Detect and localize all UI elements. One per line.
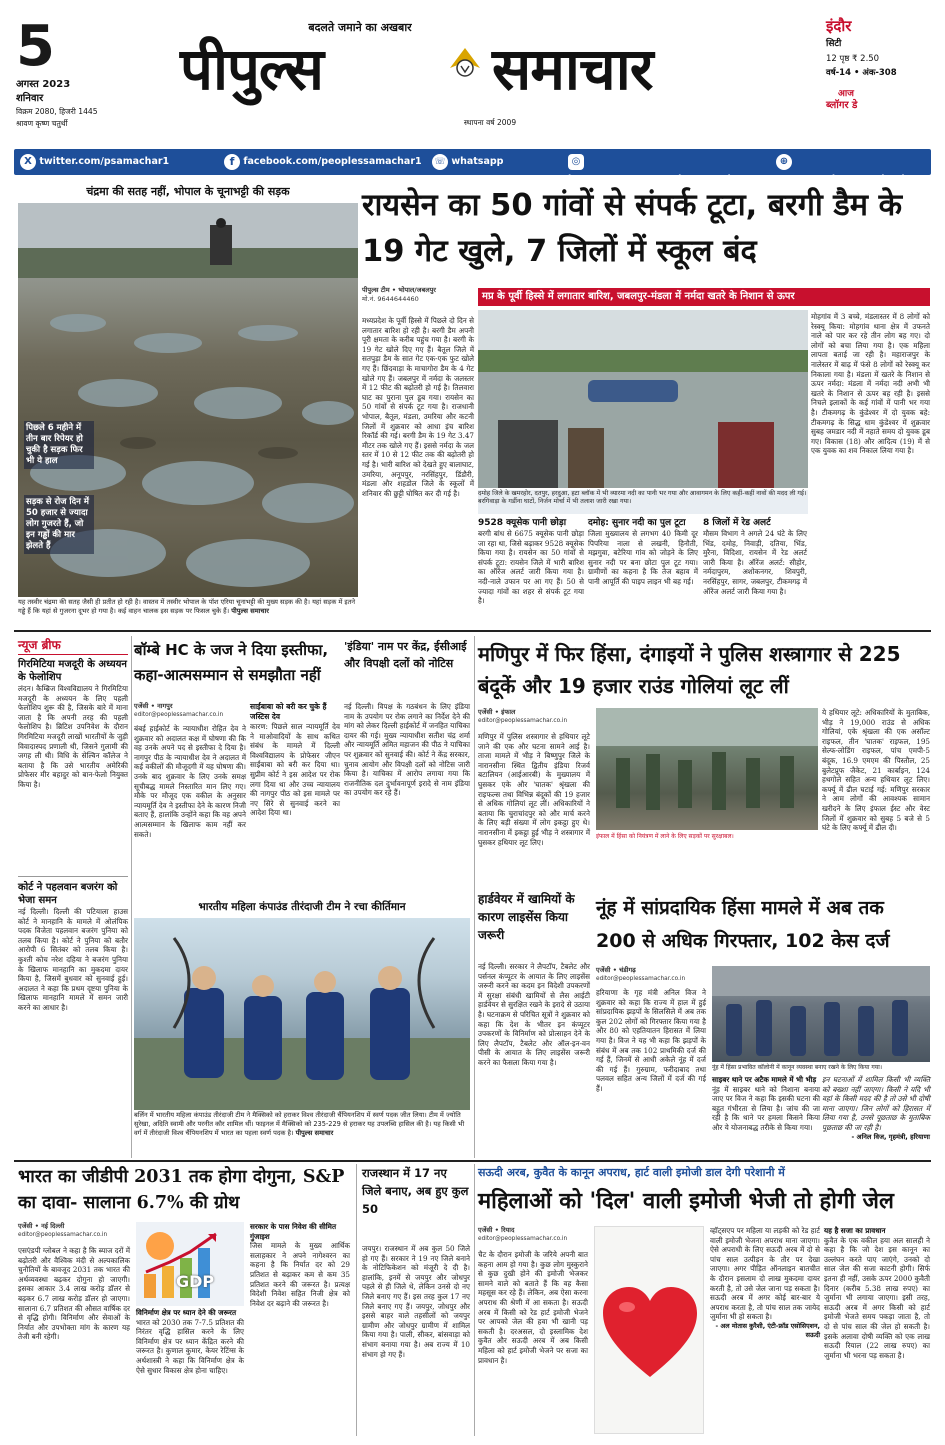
date-number: 5 [16, 14, 55, 79]
rajasthan-body: जयपुर। राजस्थान में अब कुल 50 जिले हो गए हैं। सरकार ने 19 नए जिले बनाने के नोटिफिकेशन को मंजूरी दे दी है। हालांकि, इनमें से जयपुर और जोधपुर पहले से ही जिले थे, लेकिन उनसे दो नए जिले बनाए गए हैं। इस तरह कुल 17 नए जिले बनाए गए हैं। जयपुर, जोधपुर और इससे बाहर वाले तहसीलों को जयपुर ग्रामीण और जोधपुर ग्रामीण में शामिल किया गया है। पाली, सीकर, बांसवाड़ा को संभाग बनाया गया है। अब राज्य में 10 संभाग हो गए हैं। [362, 1244, 470, 1359]
lead-sub3-body: मौसम विभाग ने अगले 24 घंटे के लिए भिंड, दमोह, निवाड़ी, दतिया, भिंड, मुरैना, विदिशा, रायसेन में रेड अलर्ट जारी किया है। ऑरेंज अलर्ट: सीहोर, नर्मदापुरम, अशोकनगर, शिवपुरी, नरसिंहपुर, सागर, जबलपुर, टीकमगढ़ में ऑरेंज अलर्ट जारी किया गया है। [703, 529, 807, 596]
bombay-col2-body: कारण: पिछले साल न्यायमूर्ति देव ने माओवादियों के साथ कथित संबंध के मामले में दिल्ली विश्वविद्यालय के प्रोफेसर जीएन साईंबाबा को बरी कर दिया था। सुप्रीम कोर्ट ने इस आदेश पर रोक लगा दिया था और उच्च न्यायालय की नागपुर पीठ को इस मामले पर नए सिरे से सुनवाई करने का आदेश दिया था। [250, 722, 340, 818]
gdp-byline [18, 1222, 130, 1244]
manipur-body: मणिपुर में पुलिस शस्त्रागार से हथियार लूटे जाने की एक और घटना सामने आई है। ताजा मामले में भीड़ ने बिष्णुपुर जिले के नारानसीना स्थित द्वितीय इंडिया रिजर्व बटालियन (आईआरबी) के मुख्यालय में घुसकर एके और 'घातक' श्रृंखला की राइफल्स तथा विभिन्न बंदूकों की 19 हजार से अधिक गोलियां लूट लीं। अधिकारियों ने बताया कि चुराचांदपुर को और मार्च करने के लिए बड़ी संख्या में लोग इकट्ठा हुए थे। नारानसीना में इकट्ठा हुई भीड़ ने शस्त्रागार में घुसकर हथियार लूट लिए। [478, 732, 590, 847]
lead-sub1-body: बरगी बांध से 6675 क्यूसेक पानी छोड़ा जा रहा था, जिसे बढ़ाकर 9528 क्यूसेक किया गया है। रायसेन का 50 गांवों से संपर्क टूटा: रायसेन जिले में भारी बारिश का ऑरेंज अलर्ट जारी किया गया है। नदी-नाले उफान पर आ गए हैं। 50 से ज्यादा गांवों का शहर से संपर्क टूट गया है। [478, 529, 584, 606]
lead-sub1-title: 9528 क्यूसेक पानी छोड़ा [478, 518, 567, 528]
saudi-email: editor@peoplessamachar.co.in [478, 1236, 568, 1242]
saudi-col3 [824, 1226, 930, 1434]
lead-byline-text: पीपुल्स टीम • भोपाल/जबलपुर [362, 286, 436, 294]
news-brief [18, 636, 128, 1156]
nuh-photo-caption: नूंह में हिंसा प्रभावित कॉलोनी में कानून व्यवस्था बनाए रखने के लिए किया गया। [712, 1064, 883, 1071]
website-url: www.peoplessamachar.in [776, 174, 912, 185]
hardware-body: नई दिल्ली। सरकार ने लैपटॉप, टैबलेट और पर्सनल कंप्यूटर के आयात के लिए लाइसेंस जरूरी करने का कदम इन विदेशी उपकरणों में सुरक्षा संबंधी खामियों से लैस आईटी हार्डवेयर से सुरक्षित रखने के इरादे से उठाया है। घटनाक्रम से परिचित सूत्रों ने शुक्रवार को कहा कि देश के भीतर इन कंप्यूटर उपकरणों के विनिर्माण को प्रोत्साहन देने के लिए लैपटॉप, टैबलेट और ऑल-इन-वन पीसी के आयात के लिए लाइसेंस जरूरी करने का फैसला किया गया है। [478, 962, 590, 1067]
gdp-sub2 [250, 1222, 350, 1434]
founded: स्थापना वर्ष 2009 [463, 118, 517, 127]
nuh-headline: नूंह में सांप्रदायिक हिंसा मामले में अब तक 200 से अधिक गिरफ्तार, 102 केस दर्ज [596, 897, 890, 952]
lead-body: मध्यप्रदेश के पूर्वी हिस्से में पिछले दो दिन से लगातार बारिश हो रही है। बरगी डैम अपनी पूरी क्षमता के करीब पहुंच गया है। बरगी के 19 गेट खोले दिए गए हैं। बैतूल जिले में सतपुड़ा डैम के सात गेट एक-एक फुट खोले गए हैं। छिंदवाड़ा के माचागोरा डैम के 4 गेट खोले गए हैं। जबलपुर में नर्मदा के जलस्तर में 12 फीट की बढ़ोतरी हो गई है। तिलवारा घाट का पुराना पुल डूब गया। रायसेन का 50 गांवों से संपर्क टूट गया है। राजधानी भोपाल, बैतूल, मंडला, उमरिया और कटनी जिलों में शुक्रवार को आधा इंच बारिश रिकॉर्ड की गई। बरगी डैम के 19 गेट 3.47 मीटर तक खोले गए हैं। इससे नर्मदा के जल स्तर में 10 से 12 फीट तक की बढ़ोतरी हो गई है। भारी बारिश को देखते हुए बालाघाट, उमरिया, अनूपपुर, नरसिंहपुर, डिंडौरी, मंडला और शहडोल जिले के स्कूलों में शनिवार की छुट्टी घोषित कर दी गई है। [362, 316, 474, 498]
nuh-sub-body: नूंह में साइबर थाने को निशाना बनाया जाए पर विज ने कहा कि इसकी घटना की बहुत गंभीरता से लिया है। जांच की जा रही है कि थाने पर हमला किसने किया और ये योजनाबद्ध तरीके से किया गया। [712, 1084, 820, 1132]
bombay-col2-title: साईंबाबा को बरी कर चुके हैं जस्टिस देव [250, 702, 327, 721]
city: इंदौर [826, 17, 852, 35]
samvat: विक्रम 2080, हिजरी 1445 [16, 107, 98, 116]
instagram-handle: instagram.com/peoplessamachar1 [568, 174, 752, 185]
manipur-photo [596, 708, 818, 830]
gdp-sub1 [136, 1308, 244, 1434]
archery-caption [134, 1111, 470, 1157]
volume: वर्ष-14 • अंक-308 [826, 68, 897, 78]
road-photo-caption-text: यह तस्वीर चंद्रमा की सतह जैसी ही प्रतीत हो रही है। वास्तव में तस्वीर भोपाल के पॉश एरिया चूनाभट्टी की मुख्य सड़क की है। यहां सड़क में इतने गड्ढे हैं कि यहां से गुजरना दूभर हो गया है। कई वाहन चालक इस सड़क पर फिसल चुके हैं। [18, 598, 356, 615]
manipur-headline: मणिपुर में फिर हिंसा, दंगाइयों ने पुलिस शस्त्रागार से 225 बंदूकें और 19 हजार राउंड गोलियां लूट लीं [478, 642, 901, 698]
brief2-title: कोर्ट ने पहलवान बजरंग को भेजा समन [18, 876, 128, 907]
facebook-handle: facebook.com/peoplessamachar1 [243, 156, 422, 167]
road-photo-overlay-2: सड़क से रोज दिन में 50 हजार से ज्यादा लोग गुजरते हैं, जो इन गड्ढों की मार झेलते हैं [24, 495, 94, 554]
instagram-icon: ◎ [568, 154, 584, 170]
gdp-image [136, 1222, 244, 1306]
manipur-email: editor@peoplessamachar.co.in [478, 718, 568, 724]
lead-right-column: मोहगांव में 3 बच्चे, मंडलास्तर में 8 लोगों को रेस्क्यू किया: मोहगांव थाना क्षेत्र में उफनते नाले को पार कर रहे तीन लोग बह गए। दो लोगों को बचा लिया गया है। एक महिला लापता बताई जा रही है। महाराजपुर के नालेस्तर में बाढ़ में फंसे 8 लोगों को रेस्क्यू कर निकाला गया है। मंडला में खतरे के निशान से ऊपर नर्मदा: मंडला में नर्मदा नदी अभी भी खतरे के निशान से ऊपर बह रही है। इससे निचले इलाकों के कई गांवों में पानी भर गया है। टीकमगढ़ के कुंडेश्वर में दो युवक बहे: टीकमगढ़ के सिद्ध धाम कुंडेश्वर में शुक्रवार सुबह जमडार नदी में नहाते समय दो युवक डूब गए। विकास (18) और आदित्य (19) में से एक युवक का शव निकाल लिया गया है। [811, 312, 930, 456]
social-website[interactable] [776, 153, 928, 185]
logo-emblem [442, 42, 488, 88]
manipur-illustration [596, 708, 818, 830]
nuh-quote [822, 1075, 930, 1157]
today-day: ब्लॉगर डे [826, 100, 858, 111]
bombay-byline-text: एजेंसी • नागपुर [134, 702, 173, 710]
whatsapp-icon: ☏ [432, 154, 448, 170]
weekday: शनिवार [16, 93, 44, 104]
news-brief-label: न्यूज ब्रीफ [18, 636, 128, 655]
nuh-email: editor@peoplessamachar.co.in [596, 976, 686, 982]
masthead [0, 0, 945, 148]
hardware-headline: हार्डवेयर में खामियों के कारण लाइसेंस किया जरूरी [478, 892, 575, 942]
lead-byline [362, 286, 472, 314]
manipur-side-body: ये हथियार लूटे: अधिकारियों के मुताबिक, भीड़ ने 19,000 राउंड से अधिक गोलियां, एके श्रृंखला की एक असॉल्ट राइफल, तीन 'घातक' राइफल, 195 सेल्फ-लोडिंग राइफल, पांच एमपी-5 बंदूक, 16.9 एमएम की पिस्तौल, 25 बुलेटप्रूफ जैकेट, 21 कार्बाइन, 124 हथगोले सहित अन्य हथियार लूट लिए। कर्फ्यू में ढील घटाई गई: मणिपुर सरकार ने आम लोगों की आवश्यक सामान खरीदने के लिए इंफाल ईस्ट और वेस्ट जिलों में शुक्रवार को सुबह 5 बजे से 5 घंटे के लिए कर्फ्यू में ढील दी। [822, 708, 930, 833]
facebook-icon: f [224, 154, 240, 170]
edition-box [826, 16, 936, 142]
road-photo-credit: पीपुल्स समाचार [231, 606, 269, 615]
divider-bottom [14, 1160, 931, 1162]
nuh-photo [712, 966, 930, 1062]
manipur-photo-caption: इंफाल में हिंसा को नियंत्रण में लाने के लिए सड़कों पर सुरक्षाबल। [596, 833, 734, 840]
india-body: नई दिल्ली। विपक्ष के गठबंधन के लिए इंडिया नाम के उपयोग पर रोक लगाने का निर्देश देने की मांग को लेकर दिल्ली हाईकोर्ट में जनहित याचिका दायर की गई। मुख्य न्यायाधीश सतीश चंद्र शर्मा और न्यायमूर्ति अमित महाजन की पीठ ने याचिका पर शुक्रवार को सुनवाई की। कोर्ट ने केंद्र सरकार, चुनाव आयोग और विपक्षी दलों को नोटिस जारी किया है। याचिका में आरोप लगाया गया कि राजनीतिक दल दुर्भावनापूर्ण इरादे से नाम इंडिया का उपयोग कर रहे हैं। [344, 702, 471, 798]
bombay-email: editor@peoplessamachar.co.in [134, 712, 224, 718]
saudi-col2-body: व्हॉट्सएप पर महिला या लड़की को रेड हार्ट वाली इमोजी भेजना अपराध माना जाएगा। ऐसे अपराधी के लिए सऊदी अरब में दो से पांच साल उत्पीड़न के तौर पर देखा जाएगा। अगर पीड़ित ऑनलाइन बातचीत के दौरान इसलाम दो लाख मुकदमा दायर करती है, तो उसे जेल जाना पड़ सकता है। सऊदी अरब में अगर कोई बार-बार ये अपराध करता है, तो पांच साल तक जायेद जुर्माना भी हो सकता है। [710, 1226, 820, 1322]
saudi-col2-credit: - अल मोतास कुरैशी, एंटी-फ्रॉड एसोसिएशन, सऊदी [715, 1321, 820, 1339]
bombay-headline: बॉम्बे HC के जज ने दिया इस्तीफा, कहा-आत्मसम्मान से समझौता नहीं [134, 641, 329, 684]
road-photo-overlay-1: पिछले 6 महीने में तीन बार रिपेयर हो चुकी है सड़क फिर भी ये हाल [24, 421, 94, 469]
manipur-byline-text: एजेंसी • इंफाल [478, 708, 516, 716]
flood-photo-caption: दमोह जिले के खमरहोर, दतपुर, हरदुआ, हटा ब्लॉक में भी व्यारमा नदी का पानी भर गया और आवागमन के लिए कहीं-कहीं नावों की मदद ली गई। बरगिवाड़ा के गर्डीना घाटों, निर्जन मोर्चा में भी तलाश जारी रखा गया। [478, 490, 808, 514]
road-photo-caption [18, 598, 358, 622]
bombay-body: बंबई हाईकोर्ट के न्यायाधीश रोहित देव ने शुक्रवार को अदालत कक्ष में घोषणा की कि वह उनके अपने पद से इस्तीफा दे दिया है। नागपुर पीठ के न्यायाधीश देव ने अदालत में कई वकीलों की मौजूदगी में यह घोषणा की। उनके बाद शुक्रवार के लिए उनके समक्ष सूचीबद्ध मामले निस्तारित मान लिए गए। मौके पर मौजूद एक वकील के अनुसार न्यायमूर्ति देव ने इस्तीफा देने के कारण निजी बताए हैं, हालांकि उन्होंने कहा कि वह अपने आत्मसम्मान के खिलाफ काम नहीं कर सकते। [134, 724, 246, 839]
nuh-quote-by: - अनिल विज, गृहमंत्री, हरियाणा [851, 1132, 930, 1141]
nuh-body: हरियाणा के गृह मंत्री अनिल विज ने शुक्रवार को कहा कि राज्य में हाल में हुई सांप्रदायिक झड़पों के सिलसिले में अब तक कुल 202 लोगों को गिरफ्तार किया गया है और 80 को एहतियातन हिरासत में लिया गया है। विज ने यह भी कहा कि झड़पों के संबंध में अब तक 102 प्राथमिकी दर्ज की गई हैं, जिनमें से आधी अकेले नूंह में दर्ज की गई हैं। गुरुग्राम, फरीदाबाद तथा पलवल सहित अन्य जिलों में दर्ज की गई हैं। [596, 988, 706, 1093]
nuh-byline [596, 966, 706, 988]
brief2-body: नई दिल्ली। दिल्ली की पटियाला हाउस कोर्ट ने मानहानि के मामले में ओलंपिक पदक विजेता पहलवान बजरंग पुनिया को तलब किया है। कोर्ट ने पुनिया को बतौर आरोपी 6 सितंबर को तलब किया है। कुश्ती कोच नरेश दहिया ने बजरंग पुनिया के खिलाफ मानहानि का मुकदमा दायर किया है, जिसमें बुधवार को सुनवाई हुई। अदालत ने कहा कि प्रथम दृष्टया पुनिया के खिलाफ मानहानि मामले में समन जारी करने का आधार है। [18, 907, 128, 1012]
tithi: श्रावण कृष्ण चतुर्थी [16, 119, 68, 128]
nuh-sub [712, 1075, 820, 1157]
bombay-byline [134, 702, 246, 722]
social-whatsapp[interactable] [432, 153, 562, 186]
brief1-title: गिरमिटिया मजदूरी के अध्ययन के फेलोशिप [18, 659, 127, 683]
vrule-4 [356, 1164, 357, 1436]
gdp-sub1-title: विनिर्माण क्षेत्र पर ध्यान देने की जरूरत [136, 1308, 237, 1317]
social-facebook[interactable] [224, 153, 424, 171]
edition: सिटी [826, 39, 842, 49]
title-right: समाचार [492, 35, 653, 103]
nuh-byline-text: एजेंसी • चंडीगढ़ [596, 966, 636, 974]
lead-sub1 [478, 517, 584, 625]
rajasthan-headline: राजस्थान में 17 नए जिले बनाए, अब हुए कुल 50 [362, 1166, 469, 1216]
saudi-kicker: सऊदी अरब, कुवैत के कानून अपराध, हार्ट वाली इमोजी डाल देगी परेशानी में [478, 1166, 785, 1179]
manipur-byline [478, 708, 590, 730]
saudi-byline [478, 1226, 588, 1248]
nuh-illustration [712, 966, 930, 1062]
archery-illustration [134, 918, 470, 1110]
brief1-body: लंदन। कैम्ब्रिज विश्वविद्यालय ने गिरमिटिया मजदूरी के अध्ययन के लिए पहली फेलोशिप शुरू की है, जिसके बारे में माना जाता है कि अपनी तरह की पहली फेलोशिप है। ब्रिटिश उपनिवेश के दौरान गिरमिटिया मजदूरी लाखों भारतीयों के जुड़ी विवादास्पद प्रणाली थी, जिसने गुलामी की जगह ली थी। विधि के सेल्विन कॉलेज ने बताया है कि उसे भारतीय अमेरिकी प्रोफेसर मीर बहादुर को बान-फेलो नियुक्त किया है। [18, 684, 128, 789]
gdp-image-label: GDP [176, 1272, 215, 1291]
road-photo-title: चंद्रमा की सतह नहीं, भोपाल के चूनाभट्टी की सड़क [86, 185, 290, 198]
social-instagram[interactable] [568, 153, 768, 185]
nuh-sub-title: साइबर थाने पर अटैक मामले में भी भीड़ [712, 1075, 817, 1084]
twitter-icon: X [20, 154, 36, 170]
archery-credit: पीपुल्स समाचार [295, 1128, 334, 1137]
archery-photo [134, 918, 470, 1110]
gdp-sub2-body: जिस मामले के मुख्य आर्थिक सलाहकार ने अपने नागेश्वरन का कहना है कि निर्यात दर को 29 प्रतिशत से बढ़ाकर कम से कम 35 प्रतिशत करने की जरूरत है। प्रत्यक्ष विदेशी निवेश सहित निजी क्षेत्र को निवेश दर बढ़ाने की जरूरत है। [250, 1241, 350, 1308]
lead-sub2 [588, 517, 698, 625]
vrule-3 [474, 1164, 475, 1436]
social-twitter[interactable] [20, 153, 200, 171]
saudi-col2 [710, 1226, 820, 1434]
archery-caption-text: बर्लिन में भारतीय महिला कंपाउंड तीरंदाजी टीम ने मैक्सिको को हराकर विश्व तीरंदाजी चैंपियनशिप में स्वर्ण पदक जीत लिया। टीम में ज्योति सुरेखा, अदिति स्वामी और परनीत कौर शामिल थीं। फाइनल में मैक्सिको को 235-229 से हराकर यह उपलब्धि हासिल की है। यह किसी भी वर्ग में तीरंदाजी विश्व चैंपियनशिप में भारत का पहला स्वर्ण पदक है। [134, 1111, 465, 1137]
saudi-body: चैट के दौरान इमोजी के जरिये अपनी बात कहना आम हो गया है। कुछ लोग मुस्कुराने से कुछ दुखी होने की इमोजी भेजकर सामने वाले को बताते हैं कि वह कैसा महसूस कर रहे हैं। लेकिन, अब ऐसा करना अपराध की श्रेणी में आ सकता है। सऊदी अरब में किसी को रेड हार्ट इमोजी भेजने पर आपको जेल की हवा भी खानी पड़ सकती है। दरअसल, दो इस्लामिक देश कुवैत और सऊदी अरब में अब किसी महिला को हार्ट इमोजी भेजने पर सजा का प्रावधान है। [478, 1250, 588, 1365]
lead-sub3-title: 8 जिलों में रेड अलर्ट [703, 518, 771, 528]
gdp-body: एसएंडपी ग्लोबल ने कहा है कि ब्याज दरों में बढ़ोतरी और वैश्विक मंदी से अल्पकालिक चुनौतियों के बावजूद 2031 तक भारत की अर्थव्यवस्था बढ़कर दोगुना हो जाएगी। इसका आकार 3.4 लाख करोड़ डॉलर से बढ़कर 6.7 लाख करोड़ डॉलर हो जाएगा। सालाना 6.7 प्रतिशत की औसत वार्षिक दर से वृद्धि होगी। विनिर्माण और सेवाओं के निर्यात और उपभोक्ता मांग के कारण यह तेजी बनी रहेगी। [18, 1246, 130, 1342]
gdp-chart-illustration [136, 1222, 244, 1306]
saudi-byline-text: एजेंसी • रियाद [478, 1226, 515, 1234]
saudi-col3-body: कुवैत के एक वकील हया अल सालही ने कहा है कि जो देश इस कानून का उल्लंघन करते पाए जाएंगे, उनको दो साल जेल की सजा काटनी होगी। सिर्फ इतना ही नहीं, उसके ऊपर 2000 कुवैती दिनार (करीब 5.38 लाख रुपए) का जुर्माना भी लगाया जाएगा। इसी तरह, सऊदी अरब में अगर किसी को हार्ट इमोजी भेजते समय पकड़ा जाता है, तो दो से पांच साल की जेल हो सकती है। इसके अलावा दोषी व्यक्ति को एक लाख सऊदी रियाल (22 लाख रुपए) का जुर्माना भी भरना पड़ सकता है। [824, 1235, 930, 1360]
divider-top [14, 630, 931, 632]
pages-price: 12 पृष्ठ ₹ 2.50 [826, 54, 880, 64]
today-label: आज [838, 89, 854, 99]
lead-sub3 [703, 517, 807, 625]
flood-photo [478, 310, 808, 488]
saudi-col3-title: यह है सजा का प्रावधान [824, 1226, 886, 1235]
archery-title: भारतीय महिला कंपाउंड तीरंदाजी टीम ने रचा कीर्तिमान [198, 901, 406, 913]
social-bar [14, 149, 931, 186]
tagline: बदलते जमाने का अखबार [308, 21, 412, 34]
vrule-1 [131, 636, 132, 1158]
red-heart-icon [595, 1227, 705, 1435]
nuh-quote-text: इन घटनाओं में शामिल किसी भी व्यक्ति को बख्शा नहीं जाएगा। किसी ने यदि भी वहां के किसी मदद की है तो उसे भी दोषी माना जाएगा। जिन लोगों को हिरासत में लिया गया है, उनसे पूछताछ के मुताबिक पूछताछ की जा रही है। [822, 1075, 930, 1132]
lead-headline: रायसेन का 50 गांवों से संपर्क टूटा, बरगी डैम के 19 गेट खुले, 7 जिलों में स्कूल बंद [362, 188, 903, 269]
gdp-headline: भारत का जीडीपी 2031 तक होगा दोगुना, S&P का दावा- सालाना 6.7% की ग्रोथ [18, 1167, 345, 1213]
gdp-byline-text: एजेंसी • नई दिल्ली [18, 1222, 65, 1230]
flood-illustration [478, 310, 808, 488]
road-photo [18, 203, 358, 597]
twitter-handle: twitter.com/psamachar1 [39, 156, 170, 167]
lead-sub2-title: दमोह: सुनार नदी का पुल टूटा [588, 518, 686, 528]
gdp-sub1-body: भारत को 2030 तक 7-7.5 प्रतिशत की निरंतर वृद्धि हासिल करने के लिए विनिर्माण क्षेत्र पर ध्यान केंद्रित करने की जरूरत है। कुणाल कुमार, केयर रेटिंग्स के अर्थशास्त्री ने कहा कि विनिर्माण क्षेत्र के ऐसे सुधार विकास क्षेत्र होना चाहिए। [136, 1317, 244, 1375]
month-year: अगस्त 2023 [16, 79, 71, 90]
heart-image [594, 1226, 704, 1434]
lead-sub2-body: जिला मुख्यालय से लगभग 40 किमी दूर पिपरिया नाला से लखनी, हिनौती, मझगुवा, बटेरिया गांव को जोड़ने के लिए सुनार नदी पर बना छोटा पुल टूट गया। ग्रामीणों का कहना है कि तेज बहाव में पानी आपूर्ति की पाइप लाइन भी बह गई। [588, 529, 698, 586]
newspaper-title [170, 30, 810, 110]
date-box [16, 16, 126, 146]
gdp-sub2-title: सरकार के पास निवेश की सीमित गुंजाइश [250, 1222, 337, 1241]
india-headline: 'इंडिया' नाम पर केंद्र, ईसीआई और विपक्षी दलों को नोटिस [344, 640, 467, 670]
saudi-headline: महिलाओं को 'दिल' वाली इमोजी भेजी तो होगी जेल [478, 1189, 894, 1214]
gdp-email: editor@peoplessamachar.co.in [18, 1232, 108, 1238]
lead-subhead: मप्र के पूर्वी हिस्से में लगातार बारिश, जबलपुर-मंडला में नर्मदा खतरे के निशान से ऊपर [478, 288, 930, 306]
whatsapp-number: whatsapp 9644644460 [432, 156, 504, 186]
lead-byline-phone: मो.नं. 9644644460 [362, 295, 419, 303]
title-left: पीपुल्स [180, 35, 323, 103]
bombay-col2 [250, 702, 340, 890]
globe-icon: ⊕ [776, 154, 792, 170]
vrule-2 [474, 636, 475, 1158]
